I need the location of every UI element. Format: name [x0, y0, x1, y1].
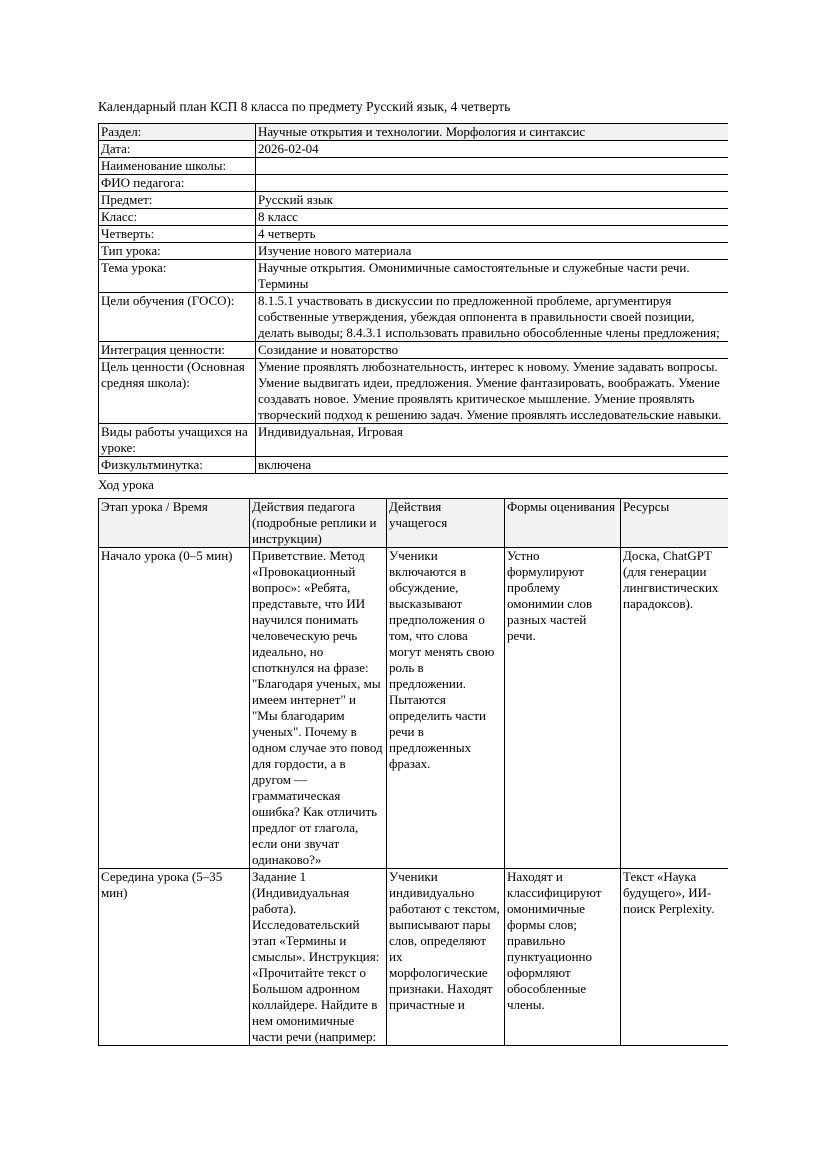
column-header-student-actions: Действия учащегося [387, 499, 505, 548]
info-value: Умение проявлять любознательность, интерес к новому. Умение задавать вопросы. Умение выдвигать идеи, предложения. Умение фантазировать, воображать. Умение создавать новое. Умение проявлять критическое мышление. Умение проявлять творческий подход к решению задач. Умение проявлять исследовательские навыки. [256, 359, 729, 424]
lesson-info-table [98, 123, 728, 474]
info-row-subject [99, 192, 729, 209]
flow-row-lesson-middle [99, 869, 729, 1046]
info-label: Физкультминутка: [99, 457, 256, 474]
flow-header-row [99, 499, 729, 548]
info-value: 4 четверть [256, 226, 729, 243]
assessment-cell: Устно формулируют проблему омонимии слов разных частей речи. [505, 548, 621, 869]
info-label: Предмет: [99, 192, 256, 209]
info-value: Русский язык [256, 192, 729, 209]
teacher-actions-cell: Приветствие. Метод «Провокационный вопрос»: «Ребята, представьте, что ИИ научился понимать человеческую речь идеально, но споткнулся на фразе: "Благодаря ученых, мы имеем интернет" и "Мы благодарим ученых". Почему в одном случае это повод для гордости, а в другом — грамматическая ошибка? Как отличить предлог от глагола, если они звучат одинаково?» [250, 548, 387, 869]
stage-cell: Начало урока (0–5 мин) [99, 548, 250, 869]
column-header-teacher-actions: Действия педагога (подробные реплики и инструкции) [250, 499, 387, 548]
stage-cell: Середина урока (5–35 мин) [99, 869, 250, 1046]
student-actions-cell: Ученики включаются в обсуждение, высказывают предположения о том, что слова могут менять свою роль в предложении. Пытаются определить части речи в предложенных фразах. [387, 548, 505, 869]
info-value [256, 175, 729, 192]
info-label: Виды работы учащихся на уроке: [99, 424, 256, 457]
info-value: Научные открытия. Омонимичные самостоятельные и служебные части речи. Термины [256, 260, 729, 293]
info-row-lesson-type [99, 243, 729, 260]
info-label: Раздел: [99, 124, 256, 141]
info-value: 2026-02-04 [256, 141, 729, 158]
student-actions-cell: Ученики индивидуально работают с текстом, выписывают пары слов, определяют их морфологические признаки. Находят причастные и [387, 869, 505, 1046]
info-label: ФИО педагога: [99, 175, 256, 192]
lesson-flow-section-label: Ход урока [98, 477, 154, 492]
info-label: Четверть: [99, 226, 256, 243]
info-label: Тип урока: [99, 243, 256, 260]
info-value: Индивидуальная, Игровая [256, 424, 729, 457]
info-value: 8.1.5.1 участвовать в дискуссии по предложенной проблеме, аргументируя собственные утверждения, убеждая оппонента в правильности своей позиции, делать выводы; 8.4.3.1 использовать правильно обособленные члены предложения; [256, 293, 729, 342]
column-header-assessment: Формы оценивания [505, 499, 621, 548]
info-label: Тема урока: [99, 260, 256, 293]
info-value: Научные открытия и технологии. Морфология и синтаксис [256, 124, 729, 141]
info-label: Цель ценности (Основная средняя школа): [99, 359, 256, 424]
column-header-stage: Этап урока / Время [99, 499, 250, 548]
info-label: Класс: [99, 209, 256, 226]
resources-cell: Доска, ChatGPT (для генерации лингвистических парадоксов). [621, 548, 729, 869]
info-label: Наименование школы: [99, 158, 256, 175]
resources-cell: Текст «Наука будущего», ИИ-поиск Perplexity. [621, 869, 729, 1046]
info-value: 8 класс [256, 209, 729, 226]
info-row-date [99, 141, 729, 158]
column-header-resources: Ресурсы [621, 499, 729, 548]
assessment-cell: Находят и классифицируют омонимичные формы слов; правильно пунктуационно оформляют обособленные члены. [505, 869, 621, 1046]
info-row-grade [99, 209, 729, 226]
info-row-physical-break [99, 457, 729, 474]
info-row-teacher-name [99, 175, 729, 192]
info-label: Цели обучения (ГОСО): [99, 293, 256, 342]
info-row-section [99, 124, 729, 141]
info-row-work-types [99, 424, 729, 457]
info-label: Интеграция ценности: [99, 342, 256, 359]
info-row-value-goal [99, 359, 729, 424]
info-row-school-name [99, 158, 729, 175]
info-row-quarter [99, 226, 729, 243]
info-row-lesson-topic [99, 260, 729, 293]
document-content [98, 99, 728, 1064]
document-title: Календарный план КСП 8 класса по предмету Русский язык, 4 четверть [98, 99, 511, 114]
info-value: Созидание и новаторство [256, 342, 729, 359]
info-value: включена [256, 457, 729, 474]
info-row-values-integration [99, 342, 729, 359]
flow-row-lesson-start [99, 548, 729, 869]
lesson-flow-table [98, 498, 728, 1046]
info-value: Изучение нового материала [256, 243, 729, 260]
teacher-actions-cell: Задание 1 (Индивидуальная работа). Исследовательский этап «Термины и смыслы». Инструкция: «Прочитайте текст о Большом адронном коллайдере. Найдите в нем омонимичные части речи (например: [250, 869, 387, 1046]
info-label: Дата: [99, 141, 256, 158]
info-row-learning-goals [99, 293, 729, 342]
info-value [256, 158, 729, 175]
